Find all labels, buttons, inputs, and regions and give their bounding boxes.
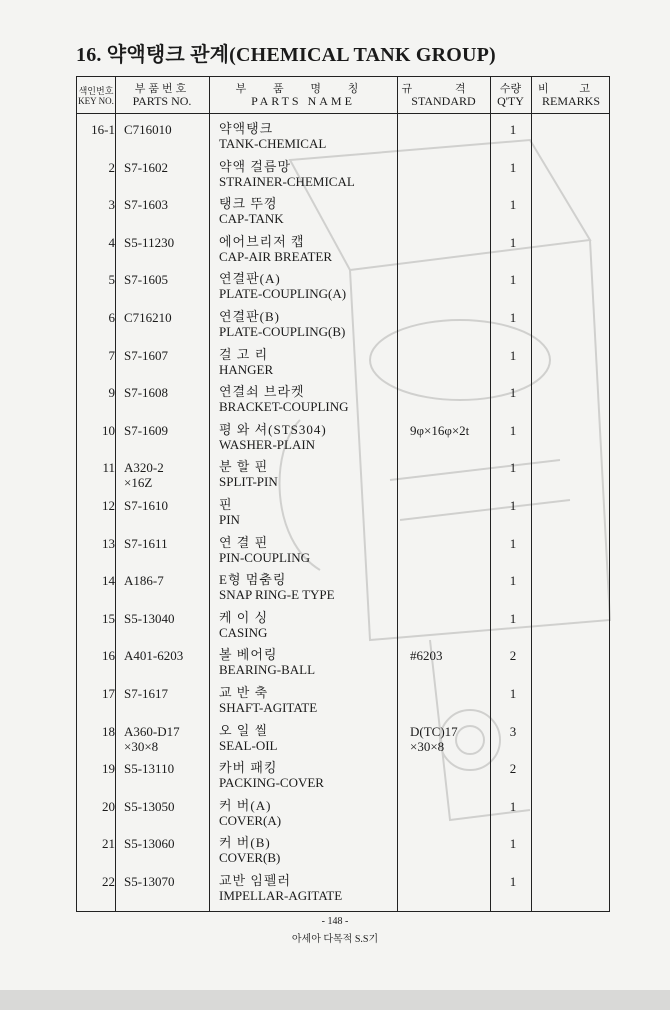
key-no: 20 [102, 798, 115, 814]
part-name [219, 647, 315, 677]
standard-line1: #6203 [410, 648, 443, 664]
part-name-en: SEAL-OIL [219, 737, 278, 753]
part-name [219, 384, 349, 414]
part-name-kr: 카버 패킹 [219, 760, 278, 776]
standard [410, 423, 469, 438]
header-name-en: PARTS NAME [251, 94, 355, 109]
quantity: 1 [509, 498, 517, 513]
quantity: 1 [509, 798, 517, 814]
part-name-kr: 교반 임펠러 [219, 873, 292, 888]
part-no [124, 348, 168, 363]
quantity: 1 [509, 686, 517, 701]
part-no-line1: A320-2 [124, 460, 164, 476]
key-no: 3 [108, 197, 115, 213]
part-name-en: SHAFT-AGITATE [219, 700, 318, 715]
part-name [219, 234, 332, 264]
part-name [219, 723, 278, 753]
part-no [124, 385, 168, 400]
table-row [77, 457, 611, 495]
part-name-en: SNAP RING-E TYPE [219, 587, 335, 603]
part-no-line1: S7-1617 [124, 686, 169, 701]
part-name [219, 422, 327, 452]
key-no: 5 [108, 272, 115, 288]
part-no [124, 686, 168, 701]
table-row [77, 758, 611, 796]
page-number: - 148 - [321, 916, 349, 927]
part-name-kr: E형 멈춤링 [219, 572, 287, 588]
part-no [124, 611, 175, 626]
part-name [219, 835, 280, 865]
part-name-en: PACKING-COVER [219, 775, 324, 791]
part-no [124, 160, 168, 175]
part-name-kr: 약액 걸름망 [219, 158, 292, 174]
table-row [77, 533, 611, 571]
part-no [124, 724, 180, 754]
part-no-line2: ×16Z [124, 475, 153, 491]
part-no-line1: S7-1609 [124, 422, 169, 438]
part-no-line1: S5-11230 [124, 234, 175, 250]
quantity: 1 [509, 874, 517, 889]
part-name-kr: 연결판(B) [219, 309, 281, 324]
part-name-kr: 평 와 셔(STS304) [219, 421, 327, 437]
part-no-line1: S7-1611 [124, 535, 168, 551]
part-name-en: CASING [219, 624, 268, 640]
table-row [77, 269, 611, 307]
key-no: 11 [102, 460, 115, 476]
key-no: 6 [108, 310, 115, 325]
part-name-en: WASHER-PLAIN [219, 436, 316, 452]
part-no [124, 573, 164, 588]
part-name-kr: 약액탱크 [219, 121, 274, 136]
part-name-kr: 탱크 뚜껑 [219, 196, 278, 212]
part-name [219, 497, 240, 527]
header-part-no [115, 79, 209, 113]
part-no-line1: S5-13050 [124, 798, 175, 814]
part-name-en: COVER(B) [219, 850, 281, 866]
quantity: 1 [509, 422, 517, 438]
key-no: 16 [102, 648, 115, 664]
part-no [124, 799, 175, 814]
part-name-en: STRAINER-CHEMICAL [219, 173, 355, 189]
part-no-line1: C716010 [124, 122, 172, 137]
key-no: 22 [102, 874, 115, 889]
part-no [124, 122, 172, 137]
part-no-line1: S5-13070 [124, 874, 175, 889]
table-row [77, 119, 611, 157]
quantity: 1 [509, 385, 517, 401]
quantity: 1 [509, 460, 517, 476]
part-no [124, 874, 175, 889]
part-name-kr: 분 할 핀 [219, 459, 269, 475]
part-no [124, 310, 172, 325]
header-part-en: PARTS NO. [132, 94, 192, 109]
part-name-en: IMPELLAR-AGITATE [219, 888, 343, 903]
part-name-kr: 커 버(B) [219, 835, 271, 851]
standard-line2: ×30×8 [410, 738, 445, 754]
key-no: 13 [102, 535, 115, 551]
standard [410, 724, 458, 754]
header-std-kr: 규 격 [401, 82, 486, 95]
part-name [219, 309, 345, 339]
part-name-en: COVER(A) [219, 812, 282, 828]
scan-edge [0, 990, 670, 1010]
key-no: 17 [102, 686, 115, 701]
part-no-line1: A360-D17 [124, 723, 180, 739]
table-row [77, 495, 611, 533]
header-key [77, 79, 115, 113]
standard [410, 648, 443, 663]
part-name-en: PIN [219, 512, 240, 527]
quantity: 1 [509, 122, 517, 137]
part-name-kr: 커 버(A) [219, 797, 272, 813]
part-no-line1: S5-13040 [124, 610, 175, 626]
part-name [219, 685, 317, 715]
part-name-kr: 연결판(A) [219, 271, 281, 287]
quantity: 1 [509, 535, 517, 551]
quantity: 1 [509, 610, 517, 626]
part-no [124, 536, 168, 551]
part-name-en: TANK-CHEMICAL [219, 136, 327, 151]
header-key-en: KEY NO. [78, 96, 114, 106]
part-name-en: BEARING-BALL [219, 662, 316, 678]
part-no [124, 423, 168, 438]
quantity: 1 [509, 310, 517, 325]
header-qty [490, 79, 531, 113]
quantity: 1 [509, 836, 517, 852]
quantity: 1 [509, 197, 517, 213]
quantity: 2 [509, 648, 517, 664]
standard-line1: D(TC)17 [410, 723, 458, 739]
header-rem-en: REMARKS [541, 94, 600, 109]
header-remarks [531, 79, 611, 113]
parts-table [76, 76, 610, 912]
part-no-line1: S7-1610 [124, 498, 169, 513]
table-row [77, 645, 611, 683]
header-qty-en: Q'TY [497, 94, 524, 109]
part-no [124, 460, 164, 490]
part-name [219, 610, 268, 640]
quantity: 2 [509, 761, 517, 777]
part-name-en: CAP-AIR BREATER [219, 248, 333, 264]
key-no: 15 [102, 610, 115, 626]
part-no [124, 761, 174, 776]
part-no-line1: S7-1602 [124, 159, 169, 175]
part-name [219, 535, 310, 565]
part-name-en: PLATE-COUPLING(A) [219, 286, 347, 302]
key-no: 14 [102, 573, 115, 589]
part-name [219, 760, 324, 790]
standard-line1: 9φ×16φ×2t [410, 422, 470, 438]
table-row [77, 307, 611, 345]
part-no-line1: C716210 [124, 310, 172, 325]
key-no: 19 [102, 761, 115, 777]
part-name [219, 196, 284, 226]
part-name [219, 271, 346, 301]
key-no: 4 [108, 234, 115, 250]
part-no-line1: S7-1603 [124, 197, 169, 213]
table-row [77, 721, 611, 759]
quantity: 3 [509, 723, 517, 739]
part-no [124, 197, 168, 212]
part-name [219, 159, 355, 189]
part-no-line2: ×30×8 [124, 738, 159, 754]
part-no [124, 498, 168, 513]
page-title: 16. 약액탱크 관계(CHEMICAL TANK GROUP) [76, 44, 496, 66]
part-name [219, 572, 335, 602]
key-no: 18 [102, 723, 115, 739]
table-row [77, 796, 611, 834]
key-no: 2 [108, 159, 115, 175]
table-row [77, 683, 611, 721]
part-name [219, 121, 326, 151]
part-no-line1: A401-6203 [124, 648, 184, 664]
part-no [124, 272, 168, 287]
key-no: 7 [108, 347, 115, 363]
part-no-line1: S5-13060 [124, 836, 175, 852]
header-part-name [209, 79, 397, 113]
key-no: 10 [102, 422, 115, 438]
header-rem-kr: 비 고 [537, 82, 604, 95]
part-name [219, 798, 281, 828]
part-name-kr: 연 결 핀 [219, 534, 269, 550]
part-name [219, 347, 273, 377]
key-no: 21 [102, 836, 115, 852]
quantity: 1 [509, 234, 517, 250]
part-name-en: PIN-COUPLING [219, 549, 310, 565]
part-name-kr: 케 이 싱 [219, 609, 269, 625]
key-no: 9 [108, 385, 115, 401]
header-name-kr: 부 품 명 칭 [235, 82, 371, 95]
header-key-kr: 색인번호 [78, 85, 114, 96]
part-name-kr: 에어브리저 캡 [219, 233, 305, 249]
key-no: 16-1 [91, 122, 115, 137]
part-name-kr: 볼 베어링 [219, 647, 278, 663]
table-row [77, 382, 611, 420]
header-qty-kr: 수량 [499, 82, 522, 95]
part-name-en: SPLIT-PIN [219, 474, 278, 490]
part-name-en: BRACKET-COUPLING [219, 399, 349, 415]
quantity: 1 [509, 347, 517, 363]
part-name-kr: 오 일 씰 [219, 722, 269, 738]
part-name-kr: 걸 고 리 [219, 346, 269, 362]
part-no-line1: A186-7 [124, 573, 164, 589]
part-no [124, 648, 183, 663]
key-no: 12 [102, 498, 115, 513]
part-name-en: CAP-TANK [219, 211, 284, 227]
header-standard [397, 79, 490, 113]
part-no [124, 235, 174, 250]
quantity: 1 [509, 159, 517, 175]
header-std-en: STANDARD [411, 94, 476, 109]
part-no [124, 836, 175, 851]
table-row [77, 157, 611, 195]
part-no-line1: S7-1607 [124, 347, 169, 363]
part-no-line1: S5-13110 [124, 761, 175, 777]
table-row [77, 194, 611, 232]
table-row [77, 232, 611, 270]
table-row [77, 420, 611, 458]
header-part-kr: 부품번호 [134, 82, 190, 95]
part-no-line1: S7-1605 [124, 272, 169, 288]
table-row [77, 570, 611, 608]
footer-caption: 아세아 다목적 S.S기 [291, 934, 379, 945]
part-name-en: HANGER [219, 361, 274, 377]
part-name-en: PLATE-COUPLING(B) [219, 324, 346, 339]
quantity: 1 [509, 573, 517, 589]
part-name-kr: 연결쇠 브라켓 [219, 384, 305, 400]
table-row [77, 608, 611, 646]
table-row [77, 833, 611, 871]
header-divider [77, 113, 609, 114]
part-name [219, 459, 278, 489]
table-row [77, 345, 611, 383]
table-row [77, 871, 611, 909]
part-no-line1: S7-1608 [124, 385, 169, 401]
quantity: 1 [509, 272, 517, 288]
part-name-kr: 핀 [219, 497, 233, 512]
part-name [219, 873, 342, 903]
part-name-kr: 교 반 축 [219, 685, 269, 700]
